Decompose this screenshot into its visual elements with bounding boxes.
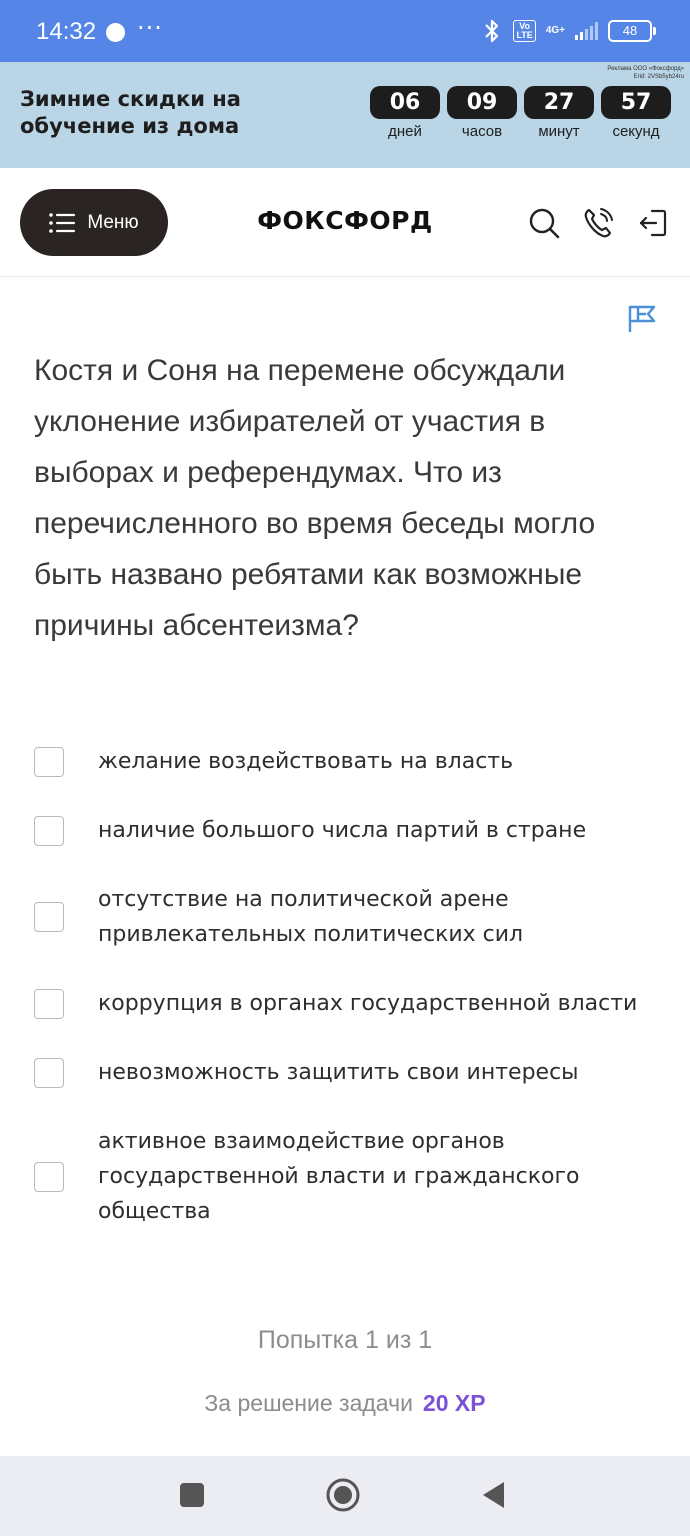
timer-minutes-value: 27 (524, 86, 594, 119)
question-text: Костя и Соня на перемене обсуждали уклонение избирателей от участия в выборах и референдумах. Что из перечисленного во время беседы могло быть названо ребятами как возможные причины абсентеизма? (34, 354, 596, 642)
report-flag-icon[interactable] (626, 304, 658, 334)
answer-option-label: активное взаимодействие органов государственной власти и гражданского общества (98, 1129, 580, 1224)
answer-option-label: желание воздействовать на власть (98, 749, 514, 774)
promo-banner[interactable] (0, 62, 690, 168)
menu-label: Меню (87, 211, 139, 233)
answer-option[interactable] (0, 1055, 690, 1090)
timer-minutes-label: минут (538, 123, 580, 140)
back-icon[interactable] (476, 1477, 512, 1513)
answer-option[interactable] (0, 744, 690, 779)
timer-seconds-value: 57 (601, 86, 671, 119)
signal-icon (575, 22, 598, 40)
timer-hours (447, 86, 517, 140)
answer-options (0, 744, 690, 1263)
ad-disclaimer (607, 65, 684, 81)
reward-xp: 20 XP (422, 1390, 486, 1416)
countdown-timer (370, 86, 671, 140)
answer-option[interactable] (0, 1124, 690, 1229)
notification-dot-icon (106, 23, 125, 42)
timer-minutes (524, 86, 594, 140)
more-notifications-icon: ··· (137, 14, 163, 42)
ad-erid-line: Erid: 2VSb5yb24ru (633, 74, 684, 80)
menu-button[interactable] (20, 189, 168, 256)
recent-apps-icon[interactable] (174, 1477, 210, 1513)
reward-label: За решение задачи (204, 1390, 413, 1416)
answer-option[interactable] (0, 986, 690, 1021)
network-type: 4G+ (545, 25, 565, 36)
search-icon[interactable] (527, 206, 561, 240)
answer-option[interactable] (0, 882, 690, 952)
promo-title: Зимние скидки на обучение из дома (20, 87, 241, 138)
phone-icon[interactable] (582, 206, 616, 240)
ad-disclaimer-line: Реклама ООО «Фоксфорд» (607, 66, 684, 72)
login-icon[interactable] (636, 206, 670, 240)
battery-icon: 48 (608, 20, 652, 42)
answer-option-label: невозможность защитить свои интересы (98, 1060, 579, 1085)
answer-option-label: наличие большого числа партий в стране (98, 818, 587, 843)
answer-checkbox[interactable] (34, 816, 64, 846)
answer-checkbox[interactable] (34, 1058, 64, 1088)
answer-checkbox[interactable] (34, 902, 64, 932)
timer-hours-value: 09 (447, 86, 517, 119)
answer-option[interactable] (0, 813, 690, 848)
attempt-counter: Попытка 1 из 1 (257, 1326, 433, 1354)
answer-checkbox[interactable] (34, 1162, 64, 1192)
system-nav-bar (0, 1456, 690, 1536)
bluetooth-icon (481, 18, 503, 44)
timer-days-value: 06 (370, 86, 440, 119)
home-icon[interactable] (325, 1477, 361, 1513)
answer-checkbox[interactable] (34, 989, 64, 1019)
status-bar (0, 0, 690, 62)
menu-icon (49, 212, 75, 234)
site-logo[interactable]: ФОКСФОРД (257, 206, 433, 235)
site-header (0, 168, 690, 277)
volte-icon: Vo LTE (513, 20, 535, 42)
timer-days-label: дней (388, 123, 422, 140)
answer-checkbox[interactable] (34, 747, 64, 777)
status-icons (481, 18, 652, 44)
timer-days (370, 86, 440, 140)
answer-option-label: отсутствие на политической арене привлекательных политических сил (98, 887, 524, 947)
status-time: 14:32 (36, 18, 97, 45)
timer-seconds (601, 86, 671, 140)
task-reward (0, 1390, 690, 1417)
timer-seconds-label: секунд (612, 123, 660, 140)
timer-hours-label: часов (461, 123, 503, 140)
answer-option-label: коррупция в органах государственной власти (98, 991, 638, 1016)
